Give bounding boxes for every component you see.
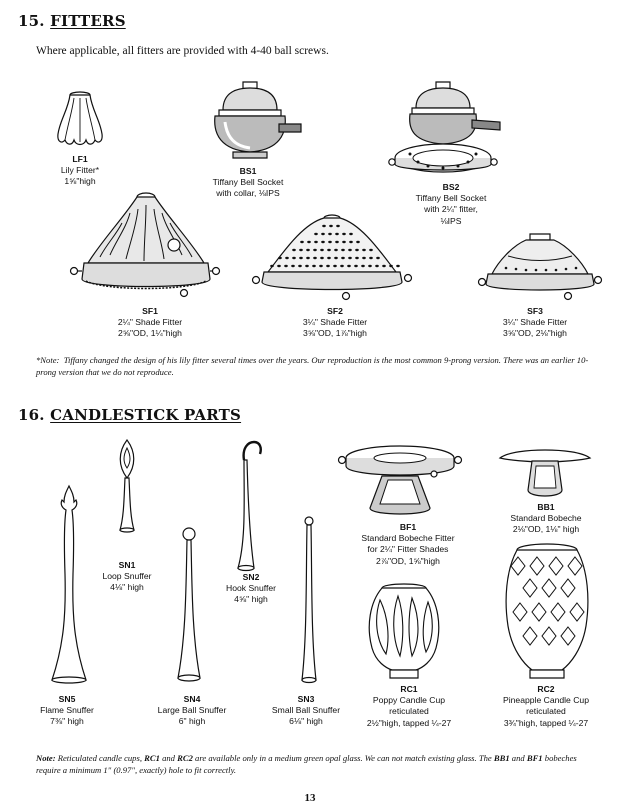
- fitter-caption-sf2: [303, 306, 367, 340]
- bell-socket-fitter-illustration: [388, 80, 506, 180]
- fitter-code: BS2: [442, 182, 460, 192]
- part-caption-rc2: [503, 684, 589, 729]
- part-size: 2⅞"OD, 1⅝"high: [376, 555, 440, 566]
- section-15-heading: [18, 12, 126, 30]
- poppy-candle-cup-illustration: [364, 582, 444, 682]
- loop-snuffer-illustration: [112, 438, 142, 538]
- part-caption-sn2: [226, 572, 276, 606]
- fitter-caption-sf3: [503, 306, 567, 340]
- page-number: 13: [304, 792, 316, 804]
- fitter-size: ⅛IPS: [440, 215, 462, 226]
- part-code: SN1: [118, 560, 136, 570]
- part-caption-bb1: [510, 502, 581, 536]
- part-size: 2⅛"OD, 1⅛" high: [512, 524, 580, 535]
- part-desc: Small Ball Snuffer: [271, 705, 341, 716]
- part-code: SN3: [297, 694, 315, 704]
- note-code: BF1: [526, 753, 543, 763]
- note-text: Reticulated candle cups,: [57, 753, 142, 763]
- fitter-caption-sf1: [118, 306, 182, 340]
- note-text: are available only in a medium green opal glass. We can not match existing glass. The: [195, 753, 492, 763]
- pineapple-candle-cup-illustration: [500, 540, 594, 682]
- section-title: CANDLESTICK PARTS: [50, 406, 242, 424]
- part-code: RC2: [537, 684, 555, 694]
- part-size: 3¾"high, tapped ¼-27: [503, 717, 589, 728]
- section-number: 16.: [18, 406, 45, 424]
- small-ball-snuffer-illustration: [296, 516, 322, 688]
- section-15-intro: Where applicable, all fitters are provided with 4-40 ball screws.: [36, 45, 329, 57]
- part-caption-sn1: [102, 560, 151, 594]
- note-text: and: [162, 753, 175, 763]
- fitter-desc: 2¼" Shade Fitter: [117, 317, 183, 328]
- part-desc: Loop Snuffer: [102, 571, 152, 582]
- fitter-desc: 3¼" Shade Fitter: [502, 317, 568, 328]
- part-desc-2: reticulated: [526, 706, 566, 717]
- section-16-heading: [18, 406, 241, 424]
- fitter-code: SF2: [327, 306, 343, 316]
- hook-snuffer-illustration: [234, 440, 268, 580]
- part-caption-sn5: [40, 694, 94, 728]
- bobeche-illustration: [498, 444, 592, 500]
- fitters-note: [36, 354, 592, 378]
- shade-fitter-sf2-illustration: [252, 210, 412, 302]
- part-size: 2½"high, tapped ¼-27: [366, 717, 452, 728]
- part-size: 6" high: [178, 716, 206, 727]
- bobeche-fitter-illustration: [338, 438, 462, 522]
- fitter-size: with collar, ⅛IPS: [216, 188, 280, 199]
- part-size: 4⅛" high: [110, 582, 144, 593]
- part-desc: Standard Bobeche Fitter: [361, 533, 455, 544]
- part-code: SN2: [242, 572, 260, 582]
- part-size: 6⅛" high: [289, 716, 323, 727]
- bell-socket-illustration: [205, 80, 305, 162]
- part-code: SN5: [58, 694, 76, 704]
- fitter-desc: Lily Fitter*: [60, 165, 100, 176]
- note-code: RC1: [144, 753, 160, 763]
- section-title: FITTERS: [50, 12, 126, 30]
- fitter-desc-2: with 2¼" fitter,: [424, 204, 478, 215]
- part-desc-2: reticulated: [389, 706, 429, 717]
- fitter-code: SF3: [527, 306, 543, 316]
- part-caption-bf1: [361, 522, 454, 567]
- part-desc: Large Ball Snuffer: [157, 705, 227, 716]
- fitter-size: 3⅝"OD, 2⅛"high: [503, 328, 567, 339]
- part-desc-2: for 2¼" Fitter Shades: [367, 544, 449, 555]
- fitter-desc: Tiffany Bell Socket: [212, 177, 284, 188]
- part-caption-sn3: [272, 694, 340, 728]
- part-size: 7⅜" high: [50, 716, 84, 727]
- part-code: SN4: [183, 694, 201, 704]
- note-text: and: [511, 753, 525, 763]
- part-desc: Standard Bobeche: [510, 513, 582, 524]
- part-code: BB1: [537, 502, 555, 512]
- part-caption-sn4: [158, 694, 227, 728]
- shade-fitter-sf3-illustration: [478, 232, 602, 302]
- note-label: Note:: [36, 753, 56, 763]
- candlestick-note: [36, 752, 598, 776]
- fitter-code: BS1: [239, 166, 257, 176]
- part-desc: Pineapple Candle Cup: [502, 695, 590, 706]
- note-code: RC2: [177, 753, 193, 763]
- flame-snuffer-illustration: [44, 484, 94, 686]
- fitter-size: 2⅝"OD, 1¼"high: [118, 328, 182, 339]
- fitter-desc: 3¼" Shade Fitter: [302, 317, 368, 328]
- part-code: RC1: [400, 684, 418, 694]
- note-label: *Note:: [36, 355, 60, 365]
- note-text: bobeches require a minimum 1" (0.97", exactly) hole to fit correctly.: [36, 753, 577, 775]
- part-size: 4⅝" high: [234, 594, 268, 605]
- part-desc: Flame Snuffer: [40, 705, 94, 716]
- note-text: Tiffany changed the design of his lily fitter several times over the years. Our reproduction is the most common 9-prong version. There was an earlier 10-prong version that we do not reproduce.: [36, 355, 589, 377]
- lily-fitter-illustration: [52, 90, 108, 150]
- part-desc: Hook Snuffer: [225, 583, 277, 594]
- fitter-size: 3⅝"OD, 1⅞"high: [303, 328, 367, 339]
- fitter-code: SF1: [142, 306, 158, 316]
- fitter-code: LF1: [72, 154, 88, 164]
- part-desc: Poppy Candle Cup: [372, 695, 446, 706]
- large-ball-snuffer-illustration: [174, 526, 204, 686]
- fitter-caption-bs2: [416, 182, 487, 227]
- fitter-desc: Tiffany Bell Socket: [415, 193, 487, 204]
- part-caption-rc1: [367, 684, 451, 729]
- section-number: 15.: [18, 12, 45, 30]
- shade-fitter-sf1-illustration: [66, 183, 226, 301]
- part-code: BF1: [399, 522, 417, 532]
- note-code: BB1: [493, 753, 510, 763]
- fitter-size: 1⅝"high: [64, 176, 96, 187]
